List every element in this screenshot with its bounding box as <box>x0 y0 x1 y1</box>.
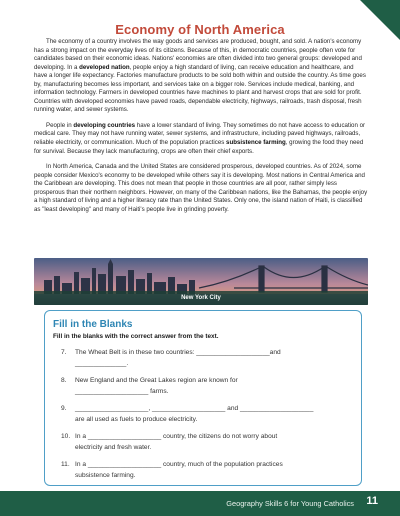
body-text <box>34 38 368 221</box>
fill-in-the-blanks-instruction: Fill in the blanks with the correct answer from the text. <box>53 333 219 340</box>
body-paragraph <box>34 122 368 156</box>
footer-book-title: Geography Skills 6 for Young Catholics <box>226 499 354 508</box>
text-run: In North America, Canada and the United States are considered prosperous, developed countries. As of 2024, some people consider Mexico's economy to be developed while others say it is developing. Most nations in Central America and the Caribbean are developing. This does not mean that people in those countries are all poor, rather simply less prosperous than their northern neighbors. However, on many of the Caribbean nations, like the Bahamas, the people enjoy a high standard of living and a higher literacy rate than the United States. Only one, the island nation of Haiti, is classified as "least developing" and many of Haiti's people live in grinding poverty. <box>34 163 368 213</box>
question-text: In a ____________________ country, the citizens do not worry about <box>75 433 278 440</box>
question-continuation: ____________________ farms. <box>75 388 169 395</box>
question-text: The Wheat Belt is in these two countries: ____________________and <box>75 349 281 356</box>
fill-in-the-blanks-title: Fill in the Blanks <box>53 319 133 330</box>
key-term: developing countries <box>73 121 136 129</box>
question-continuation: ______________. <box>75 360 129 367</box>
question-8 <box>61 375 355 397</box>
text-run: have a lower standard of living. They sometimes do not have access to education or medical care. They may not have running water, sewer systems, and infrastructure, including paved highways, railroads, reliable electricity, or communication. Much of the population practices <box>34 121 366 147</box>
question-continuation: electricity and fresh water. <box>75 444 152 451</box>
question-text: ____________________, ____________________ and ____________________ <box>75 405 314 412</box>
text-run: People in <box>46 121 74 129</box>
key-term: subsistence farming <box>226 139 286 147</box>
question-9 <box>61 403 355 425</box>
question-text: In a ____________________ country, much of the population practices <box>75 461 283 468</box>
photo-caption: New York City <box>181 295 221 301</box>
page-number: 11 <box>366 495 378 507</box>
question-text: New England and the Great Lakes region are known for <box>75 377 238 384</box>
question-7 <box>61 347 355 369</box>
question-number: 10. <box>61 433 71 440</box>
question-continuation: subsistence farming. <box>75 472 136 479</box>
body-paragraph <box>34 38 368 115</box>
question-continuation: are all used as fuels to produce electricity. <box>75 416 198 423</box>
page-title: Economy of North America <box>115 22 285 37</box>
text-run: , growing the food they need for survival. Because they lack manufacturing, crops are often their chief exports. <box>34 139 364 155</box>
question-number: 7. <box>61 349 67 356</box>
body-paragraph <box>34 163 368 214</box>
question-number: 9. <box>61 405 67 412</box>
key-term: developed nation <box>79 63 130 71</box>
question-number: 11. <box>61 461 70 468</box>
question-number: 8. <box>61 377 67 384</box>
text-run: The economy of a country involves the way goods and services are produced, bought, and sold. A nation's economy has a strong impact on the everyday lives of its citizens. Because of this, in democratic countries, people often vote for candidates based on their economic ideas. Nations' economies are often divided into two general groups: developed and developing. In a <box>34 38 362 71</box>
question-11 <box>61 459 355 481</box>
text-run: , people enjoy a high standard of living, can receive education and healthcare, and have a longer life expectancy. Factories manufacture products to be sold both within and outside the country. As time goes by, manufacturing becomes less important, and services take on a bigger role. Services include medical, banking, and information technology. Farmers in developed countries have machines to plant and harvest crops that are sold for profit. Countries with developed economies have paved roads, dependable electricity, highways, railroads, trash disposal, fresh running water, and sewer systems. <box>34 63 366 114</box>
question-10 <box>61 431 355 453</box>
fill-in-the-blanks-box <box>44 310 362 486</box>
